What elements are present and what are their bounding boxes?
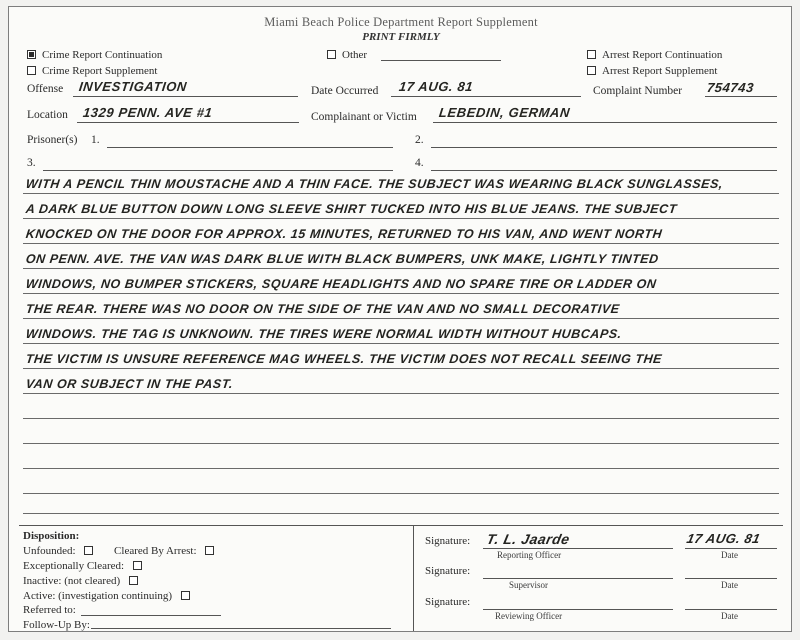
crime-report-supplement-checkbox[interactable] xyxy=(27,66,36,75)
crime-report-continuation-label: Crime Report Continuation xyxy=(42,49,163,61)
signature-2-role: Supervisor xyxy=(509,580,548,590)
disposition-active-label: Active: (investigation continuing) xyxy=(23,590,173,602)
other-label: Other xyxy=(342,49,368,61)
referred-to-line[interactable] xyxy=(81,615,221,616)
complainant-line[interactable] xyxy=(433,122,777,123)
narrative-line-7: WINDOWS. THE TAG IS UNKNOWN. THE TIRES WERE NORMAL WIDTH WITHOUT HUBCAPS. xyxy=(25,327,623,341)
narrative-line-rule xyxy=(23,293,779,294)
disposition-heading: Disposition: xyxy=(23,530,80,542)
other-checkbox[interactable] xyxy=(327,50,336,59)
narrative-line-rule xyxy=(23,193,779,194)
crime-report-supplement-option[interactable] xyxy=(27,65,157,77)
signature-3-label: Signature: xyxy=(425,596,471,608)
disposition-inactive-row[interactable] xyxy=(23,575,144,587)
other-input-line[interactable] xyxy=(381,60,501,61)
referred-to-label: Referred to: xyxy=(23,604,76,616)
crime-report-continuation-option[interactable] xyxy=(27,49,162,61)
narrative-line-rule xyxy=(23,493,779,494)
prisoners-label: Prisoner(s) xyxy=(27,134,78,146)
signature-2-label: Signature: xyxy=(425,565,471,577)
offense-line[interactable] xyxy=(73,96,298,97)
narrative-line-3: KNOCKED ON THE DOOR FOR APPROX. 15 MINUTES, RETURNED TO HIS VAN, AND WENT NORTH xyxy=(25,227,664,241)
disposition-active-row[interactable] xyxy=(23,590,196,602)
offense-label: Offense xyxy=(27,83,64,95)
signature-1-date-label: Date xyxy=(721,550,738,560)
prisoner-4-number: 4. xyxy=(415,157,424,169)
narrative-line-rule xyxy=(23,368,779,369)
prisoner-2-line[interactable] xyxy=(431,147,777,148)
date-occurred-label: Date Occurred xyxy=(311,85,379,97)
complainant-value: LEBEDIN, GERMAN xyxy=(438,105,571,120)
arrest-report-supplement-option[interactable] xyxy=(587,65,717,77)
date-occurred-line[interactable] xyxy=(391,96,581,97)
narrative-line-5: WINDOWS, NO BUMPER STICKERS, SQUARE HEADLIGHTS AND NO SPARE TIRE OR LADDER ON xyxy=(25,277,658,291)
follow-up-by-line[interactable] xyxy=(91,628,391,629)
signature-block-divider xyxy=(413,525,414,632)
disposition-active-checkbox[interactable] xyxy=(181,591,190,600)
prisoner-3-number: 3. xyxy=(27,157,36,169)
disposition-exceptionally-cleared-label: Exceptionally Cleared: xyxy=(23,560,125,572)
narrative-line-2: A DARK BLUE BUTTON DOWN LONG SLEEVE SHIRT TUCKED INTO HIS BLUE JEANS. THE SUBJECT xyxy=(25,202,678,216)
other-option[interactable] xyxy=(327,49,367,61)
narrative-line-rule xyxy=(23,243,779,244)
prisoner-1-line[interactable] xyxy=(107,147,393,148)
crime-report-continuation-checkbox[interactable] xyxy=(27,50,36,59)
narrative-line-4: ON PENN. AVE. THE VAN WAS DARK BLUE WITH BLACK BUMPERS, UNK MAKE, LIGHTLY TINTED xyxy=(25,252,660,266)
narrative-line-rule xyxy=(23,513,779,514)
disposition-inactive-checkbox[interactable] xyxy=(129,576,138,585)
disposition-separator xyxy=(19,525,783,526)
prisoner-1-number: 1. xyxy=(91,134,100,146)
prisoner-2-number: 2. xyxy=(415,134,424,146)
arrest-report-supplement-checkbox[interactable] xyxy=(587,66,596,75)
signature-1-date-line[interactable] xyxy=(685,548,777,549)
narrative-line-rule xyxy=(23,268,779,269)
signature-3-date-line[interactable] xyxy=(685,609,777,610)
signature-1-date-value: 17 AUG. 81 xyxy=(685,531,762,546)
signature-3-role: Reviewing Officer xyxy=(495,611,563,621)
signature-2-date-label: Date xyxy=(721,580,738,590)
complaint-number-label: Complaint Number xyxy=(593,85,683,97)
narrative-line-rule xyxy=(23,218,779,219)
disposition-unfounded-label: Unfounded: xyxy=(23,545,76,557)
narrative-line-rule xyxy=(23,343,779,344)
location-value: 1329 PENN. AVE #1 xyxy=(82,105,214,120)
narrative-line-rule xyxy=(23,468,779,469)
signature-1-value: T. L. Jaarde xyxy=(485,531,572,547)
arrest-report-supplement-label: Arrest Report Supplement xyxy=(602,65,718,77)
follow-up-by-label: Follow-Up By: xyxy=(23,619,90,631)
disposition-unfounded-checkbox[interactable] xyxy=(84,546,93,555)
narrative-line-rule xyxy=(23,393,779,394)
narrative-line-rule xyxy=(23,318,779,319)
complaint-number-line[interactable] xyxy=(705,96,777,97)
disposition-inactive-label: Inactive: (not cleared) xyxy=(23,575,121,587)
disposition-unfounded-row[interactable] xyxy=(23,545,220,557)
date-occurred-value: 17 AUG. 81 xyxy=(398,79,475,94)
location-label: Location xyxy=(27,109,68,121)
crime-report-supplement-label: Crime Report Supplement xyxy=(42,65,158,77)
disposition-cleared-by-arrest-label: Cleared By Arrest: xyxy=(114,545,197,557)
arrest-report-continuation-checkbox[interactable] xyxy=(587,50,596,59)
document-title: Miami Beach Police Department Report Supplement xyxy=(264,15,538,29)
disposition-exceptionally-cleared-row[interactable] xyxy=(23,560,148,572)
offense-value: INVESTIGATION xyxy=(78,79,188,94)
print-firmly-instruction: PRINT FIRMLY xyxy=(362,31,440,43)
arrest-report-continuation-option[interactable] xyxy=(587,49,722,61)
narrative-line-9: VAN OR SUBJECT IN THE PAST. xyxy=(25,377,234,391)
signature-2-line[interactable] xyxy=(483,578,673,579)
complaint-number-value: 754743 xyxy=(706,80,755,95)
arrest-report-continuation-label: Arrest Report Continuation xyxy=(602,49,723,61)
prisoner-3-line[interactable] xyxy=(43,170,393,171)
signature-3-line[interactable] xyxy=(483,609,673,610)
signature-3-date-label: Date xyxy=(721,611,738,621)
signature-1-label: Signature: xyxy=(425,535,471,547)
disposition-exceptionally-cleared-checkbox[interactable] xyxy=(133,561,142,570)
signature-1-line[interactable] xyxy=(483,548,673,549)
location-line[interactable] xyxy=(77,122,299,123)
prisoner-4-line[interactable] xyxy=(431,170,777,171)
narrative-line-8: THE VICTIM IS UNSURE REFERENCE MAG WHEELS. THE VICTIM DOES NOT RECALL SEEING THE xyxy=(25,352,663,366)
disposition-cleared-by-arrest-checkbox[interactable] xyxy=(205,546,214,555)
complainant-label: Complainant or Victim xyxy=(311,111,417,123)
narrative-line-6: THE REAR. THERE WAS NO DOOR ON THE SIDE OF THE VAN AND NO SMALL DECORATIVE xyxy=(25,302,621,316)
narrative-line-1: WITH A PENCIL THIN MOUSTACHE AND A THIN FACE. THE SUBJECT WAS WEARING BLACK SUNGLASSES, xyxy=(25,177,724,191)
signature-2-date-line[interactable] xyxy=(685,578,777,579)
police-report-form xyxy=(8,6,792,632)
narrative-line-rule xyxy=(23,418,779,419)
signature-1-role: Reporting Officer xyxy=(497,550,562,560)
narrative-line-rule xyxy=(23,443,779,444)
